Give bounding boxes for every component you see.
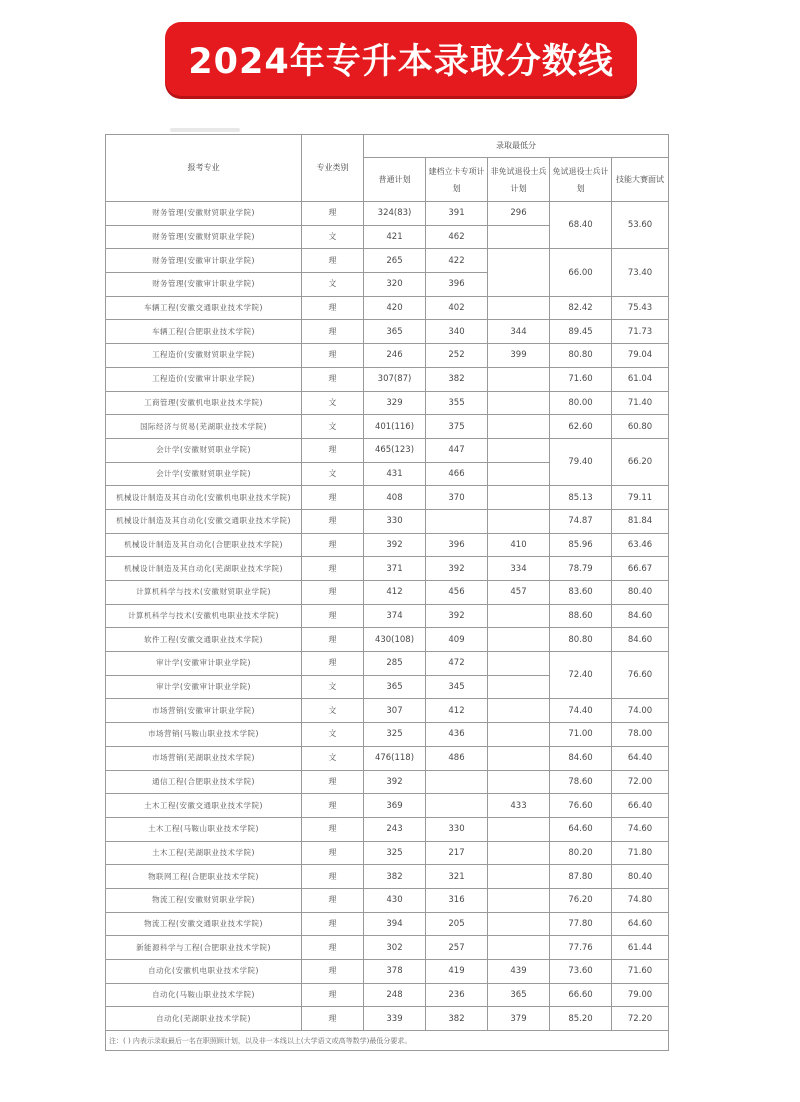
cell-major: 财务管理(安徽审计职业学院) [106, 249, 302, 273]
cell-major: 市场营销(马鞍山职业技术学院) [106, 723, 302, 747]
cell-category: 理 [302, 628, 364, 652]
cell-major: 车辆工程(合肥职业技术学院) [106, 320, 302, 344]
table-row [106, 817, 669, 841]
cell-putong: 325 [364, 723, 426, 747]
header-min-score: 录取最低分 [364, 135, 669, 158]
cell-putong: 421 [364, 225, 426, 249]
cell-jiandang: 370 [426, 486, 488, 510]
cell-category: 理 [302, 794, 364, 818]
cell-putong: 265 [364, 249, 426, 273]
cell-category: 理 [302, 888, 364, 912]
cell-jiandang: 321 [426, 865, 488, 889]
cell-jineng: 74.00 [612, 699, 669, 723]
cell-category: 理 [302, 841, 364, 865]
cell-mianshi: 62.60 [550, 415, 612, 439]
cell-category: 理 [302, 320, 364, 344]
cell-fei-mianshi [488, 604, 550, 628]
cell-major: 自动化(安徽机电职业技术学院) [106, 960, 302, 984]
cell-putong: 401(116) [364, 415, 426, 439]
table-row [106, 604, 669, 628]
cell-jineng: 73.40 [612, 249, 669, 296]
cell-category: 理 [302, 936, 364, 960]
cell-jiandang: 355 [426, 391, 488, 415]
cell-major: 物联网工程(合肥职业技术学院) [106, 865, 302, 889]
table-row [106, 960, 669, 984]
cell-category: 文 [302, 391, 364, 415]
cell-fei-mianshi [488, 723, 550, 747]
cell-jiandang: 462 [426, 225, 488, 249]
cell-mianshi: 66.60 [550, 983, 612, 1007]
cell-fei-mianshi: 410 [488, 533, 550, 557]
table-row [106, 699, 669, 723]
table-row [106, 1007, 669, 1031]
table-row [106, 533, 669, 557]
cell-putong: 325 [364, 841, 426, 865]
cell-major: 财务管理(安徽财贸职业学院) [106, 225, 302, 249]
page-title: 2024年专升本录取分数线 [188, 42, 614, 82]
cell-category: 文 [302, 723, 364, 747]
cell-putong: 324(83) [364, 202, 426, 226]
cell-putong: 430 [364, 888, 426, 912]
table-row [106, 415, 669, 439]
cell-putong: 365 [364, 320, 426, 344]
cell-jiandang: 330 [426, 817, 488, 841]
header-putong: 普通计划 [364, 158, 426, 202]
admission-score-table [105, 134, 669, 1051]
cell-mianshi: 87.80 [550, 865, 612, 889]
cell-mianshi: 78.60 [550, 770, 612, 794]
cell-major: 通信工程(合肥职业技术学院) [106, 770, 302, 794]
cell-jineng: 80.40 [612, 865, 669, 889]
header-fei-mianshi: 非免试退役士兵计划 [488, 158, 550, 202]
cell-jiandang: 236 [426, 983, 488, 1007]
cell-jineng: 84.60 [612, 604, 669, 628]
cell-mianshi: 76.20 [550, 888, 612, 912]
cell-category: 理 [302, 581, 364, 605]
cell-major: 机械设计制造及其自动化(芜湖职业技术学院) [106, 557, 302, 581]
cell-putong: 378 [364, 960, 426, 984]
cell-fei-mianshi [488, 462, 550, 486]
cell-putong: 302 [364, 936, 426, 960]
cell-putong: 285 [364, 652, 426, 676]
cell-major: 会计学(安徽财贸职业学院) [106, 462, 302, 486]
cell-jiandang: 466 [426, 462, 488, 486]
cell-fei-mianshi [488, 249, 550, 296]
cell-jiandang [426, 509, 488, 533]
cell-jineng: 74.60 [612, 817, 669, 841]
cell-major: 机械设计制造及其自动化(安徽机电职业技术学院) [106, 486, 302, 510]
cell-fei-mianshi [488, 936, 550, 960]
cell-mianshi: 77.80 [550, 912, 612, 936]
cell-major: 软件工程(安徽交通职业技术学院) [106, 628, 302, 652]
cell-putong: 382 [364, 865, 426, 889]
cell-fei-mianshi [488, 888, 550, 912]
table-row [106, 652, 669, 676]
cell-major: 机械设计制造及其自动化(合肥职业技术学院) [106, 533, 302, 557]
cell-major: 新能源科学与工程(合肥职业技术学院) [106, 936, 302, 960]
cell-putong: 392 [364, 770, 426, 794]
cell-jineng: 79.00 [612, 983, 669, 1007]
cell-mianshi: 73.60 [550, 960, 612, 984]
cell-mianshi: 72.40 [550, 652, 612, 699]
cell-fei-mianshi [488, 865, 550, 889]
cell-mianshi: 79.40 [550, 438, 612, 485]
cell-putong: 369 [364, 794, 426, 818]
cell-category: 理 [302, 817, 364, 841]
cell-major: 工商管理(安徽机电职业技术学院) [106, 391, 302, 415]
cell-jineng: 64.40 [612, 746, 669, 770]
cell-fei-mianshi: 334 [488, 557, 550, 581]
cell-jiandang: 456 [426, 581, 488, 605]
cell-major: 工程造价(安徽审计职业学院) [106, 367, 302, 391]
cell-category: 理 [302, 557, 364, 581]
cell-category: 理 [302, 438, 364, 462]
cell-mianshi: 68.40 [550, 202, 612, 249]
cell-mianshi: 80.80 [550, 628, 612, 652]
cell-major: 物流工程(安徽财贸职业学院) [106, 888, 302, 912]
cell-fei-mianshi: 379 [488, 1007, 550, 1031]
table-row [106, 296, 669, 320]
table-row [106, 628, 669, 652]
cell-mianshi: 82.42 [550, 296, 612, 320]
cell-major: 国际经济与贸易(芜湖职业技术学院) [106, 415, 302, 439]
table-row [106, 794, 669, 818]
cell-fei-mianshi [488, 770, 550, 794]
cell-major: 财务管理(安徽财贸职业学院) [106, 202, 302, 226]
cell-category: 理 [302, 509, 364, 533]
table-row [106, 723, 669, 747]
cell-category: 文 [302, 746, 364, 770]
cell-jineng: 75.43 [612, 296, 669, 320]
cell-jiandang: 486 [426, 746, 488, 770]
cell-fei-mianshi [488, 509, 550, 533]
cell-jiandang: 316 [426, 888, 488, 912]
cell-category: 文 [302, 273, 364, 297]
cell-jiandang: 382 [426, 367, 488, 391]
cell-major: 审计学(安徽审计职业学院) [106, 675, 302, 699]
cell-mianshi: 85.13 [550, 486, 612, 510]
cell-fei-mianshi: 399 [488, 344, 550, 368]
cell-jiandang: 402 [426, 296, 488, 320]
cell-category: 理 [302, 960, 364, 984]
cell-jiandang [426, 794, 488, 818]
table-row [106, 486, 669, 510]
table-row [106, 557, 669, 581]
cell-category: 理 [302, 202, 364, 226]
cell-jineng: 66.20 [612, 438, 669, 485]
table-row [106, 841, 669, 865]
cell-category: 理 [302, 770, 364, 794]
cell-fei-mianshi [488, 391, 550, 415]
cell-jiandang: 252 [426, 344, 488, 368]
table-row [106, 936, 669, 960]
cell-jiandang: 472 [426, 652, 488, 676]
table-row [106, 888, 669, 912]
cell-putong: 330 [364, 509, 426, 533]
cell-major: 计算机科学与技术(安徽机电职业技术学院) [106, 604, 302, 628]
cell-jiandang: 391 [426, 202, 488, 226]
cell-putong: 329 [364, 391, 426, 415]
cell-jineng: 61.44 [612, 936, 669, 960]
cell-putong: 307(87) [364, 367, 426, 391]
cell-fei-mianshi [488, 652, 550, 676]
cell-major: 机械设计制造及其自动化(安徽交通职业技术学院) [106, 509, 302, 533]
cell-fei-mianshi [488, 841, 550, 865]
cell-jiandang: 257 [426, 936, 488, 960]
cell-jiandang: 382 [426, 1007, 488, 1031]
table-row [106, 438, 669, 462]
cell-mianshi: 74.87 [550, 509, 612, 533]
cell-mianshi: 80.20 [550, 841, 612, 865]
cell-category: 文 [302, 462, 364, 486]
cell-mianshi: 71.60 [550, 367, 612, 391]
cell-mianshi: 88.60 [550, 604, 612, 628]
cell-fei-mianshi: 439 [488, 960, 550, 984]
cell-major: 土木工程(芜湖职业技术学院) [106, 841, 302, 865]
cell-jineng: 79.04 [612, 344, 669, 368]
cell-putong: 420 [364, 296, 426, 320]
cell-putong: 476(118) [364, 746, 426, 770]
cell-fei-mianshi [488, 912, 550, 936]
cell-putong: 392 [364, 533, 426, 557]
cell-category: 文 [302, 699, 364, 723]
cell-category: 理 [302, 486, 364, 510]
cell-major: 自动化(芜湖职业技术学院) [106, 1007, 302, 1031]
cell-category: 理 [302, 652, 364, 676]
cell-fei-mianshi [488, 415, 550, 439]
cell-jiandang: 412 [426, 699, 488, 723]
cell-fei-mianshi [488, 438, 550, 462]
table-note: 注：( ) 内表示录取最后一名在职照顾计划，以及非一本线以上(大学语文或高等数学)最低分要求。 [106, 1031, 669, 1051]
cell-major: 自动化(马鞍山职业技术学院) [106, 983, 302, 1007]
cell-mianshi: 66.00 [550, 249, 612, 296]
cell-category: 理 [302, 533, 364, 557]
cell-category: 理 [302, 983, 364, 1007]
cell-jiandang: 217 [426, 841, 488, 865]
cell-putong: 408 [364, 486, 426, 510]
table-row [106, 581, 669, 605]
cell-jiandang: 409 [426, 628, 488, 652]
cell-fei-mianshi: 344 [488, 320, 550, 344]
cell-jineng: 71.73 [612, 320, 669, 344]
cell-major: 财务管理(安徽审计职业学院) [106, 273, 302, 297]
cell-putong: 243 [364, 817, 426, 841]
table-row [106, 770, 669, 794]
cell-jiandang: 392 [426, 557, 488, 581]
table-body [106, 202, 669, 1031]
cell-jiandang [426, 770, 488, 794]
cell-jineng: 64.60 [612, 912, 669, 936]
cell-fei-mianshi [488, 699, 550, 723]
cell-fei-mianshi [488, 817, 550, 841]
cell-fei-mianshi [488, 746, 550, 770]
cell-mianshi: 74.40 [550, 699, 612, 723]
cell-category: 理 [302, 249, 364, 273]
header-major: 报考专业 [106, 135, 302, 202]
table-row [106, 509, 669, 533]
cell-jineng: 66.40 [612, 794, 669, 818]
cell-mianshi: 80.80 [550, 344, 612, 368]
cell-mianshi: 64.60 [550, 817, 612, 841]
cell-category: 理 [302, 1007, 364, 1031]
cell-putong: 307 [364, 699, 426, 723]
cell-jiandang: 422 [426, 249, 488, 273]
cell-fei-mianshi [488, 628, 550, 652]
table-row [106, 912, 669, 936]
cell-putong: 320 [364, 273, 426, 297]
cell-jineng: 84.60 [612, 628, 669, 652]
cell-mianshi: 85.20 [550, 1007, 612, 1031]
cell-jiandang: 392 [426, 604, 488, 628]
cell-jiandang: 419 [426, 960, 488, 984]
cell-fei-mianshi [488, 296, 550, 320]
cell-jineng: 60.80 [612, 415, 669, 439]
cell-mianshi: 77.76 [550, 936, 612, 960]
cell-category: 文 [302, 225, 364, 249]
table-row [106, 746, 669, 770]
cell-mianshi: 83.60 [550, 581, 612, 605]
cell-category: 理 [302, 296, 364, 320]
cell-mianshi: 89.45 [550, 320, 612, 344]
table-row [106, 367, 669, 391]
cell-mianshi: 76.60 [550, 794, 612, 818]
table-row [106, 202, 669, 226]
cell-fei-mianshi [488, 486, 550, 510]
cell-putong: 394 [364, 912, 426, 936]
cell-putong: 430(108) [364, 628, 426, 652]
cell-fei-mianshi: 433 [488, 794, 550, 818]
cell-jineng: 74.80 [612, 888, 669, 912]
cell-fei-mianshi: 457 [488, 581, 550, 605]
cell-category: 文 [302, 415, 364, 439]
cell-jineng: 72.00 [612, 770, 669, 794]
cell-major: 车辆工程(安徽交通职业技术学院) [106, 296, 302, 320]
cell-jineng: 63.46 [612, 533, 669, 557]
cell-jiandang: 436 [426, 723, 488, 747]
header-jiandang: 建档立卡专项计划 [426, 158, 488, 202]
cell-putong: 374 [364, 604, 426, 628]
cell-jiandang: 205 [426, 912, 488, 936]
cell-putong: 465(123) [364, 438, 426, 462]
table-row [106, 865, 669, 889]
table-row [106, 391, 669, 415]
cell-putong: 371 [364, 557, 426, 581]
table-row [106, 320, 669, 344]
cell-jiandang: 396 [426, 273, 488, 297]
cell-major: 市场营销(安徽审计职业学院) [106, 699, 302, 723]
title-banner [165, 22, 637, 96]
cell-category: 理 [302, 865, 364, 889]
cell-major: 会计学(安徽财贸职业学院) [106, 438, 302, 462]
cell-major: 计算机科学与技术(安徽财贸职业学院) [106, 581, 302, 605]
cell-jineng: 71.80 [612, 841, 669, 865]
header-category: 专业类别 [302, 135, 364, 202]
cell-jiandang: 447 [426, 438, 488, 462]
cell-fei-mianshi: 296 [488, 202, 550, 226]
cell-jineng: 66.67 [612, 557, 669, 581]
cell-fei-mianshi [488, 675, 550, 699]
cell-putong: 365 [364, 675, 426, 699]
cell-major: 土木工程(安徽交通职业技术学院) [106, 794, 302, 818]
cell-mianshi: 80.00 [550, 391, 612, 415]
cell-category: 理 [302, 367, 364, 391]
cell-jineng: 72.20 [612, 1007, 669, 1031]
cell-category: 理 [302, 912, 364, 936]
cell-putong: 246 [364, 344, 426, 368]
cell-jineng: 53.60 [612, 202, 669, 249]
cell-category: 理 [302, 604, 364, 628]
cell-mianshi: 85.96 [550, 533, 612, 557]
cell-putong: 412 [364, 581, 426, 605]
cell-jiandang: 375 [426, 415, 488, 439]
cell-jineng: 61.04 [612, 367, 669, 391]
cell-major: 土木工程(马鞍山职业技术学院) [106, 817, 302, 841]
cell-mianshi: 78.79 [550, 557, 612, 581]
cell-major: 物流工程(安徽交通职业技术学院) [106, 912, 302, 936]
cell-fei-mianshi [488, 367, 550, 391]
cell-jiandang: 345 [426, 675, 488, 699]
table-row [106, 249, 669, 273]
cell-mianshi: 84.60 [550, 746, 612, 770]
faint-header-text [170, 128, 240, 132]
cell-fei-mianshi [488, 225, 550, 249]
cell-jineng: 71.40 [612, 391, 669, 415]
cell-fei-mianshi: 365 [488, 983, 550, 1007]
table-row [106, 344, 669, 368]
header-mianshi: 免试退役士兵计划 [550, 158, 612, 202]
cell-jiandang: 396 [426, 533, 488, 557]
cell-putong: 339 [364, 1007, 426, 1031]
cell-jiandang: 340 [426, 320, 488, 344]
cell-major: 审计学(安徽审计职业学院) [106, 652, 302, 676]
cell-putong: 431 [364, 462, 426, 486]
cell-mianshi: 71.00 [550, 723, 612, 747]
cell-category: 文 [302, 675, 364, 699]
cell-jineng: 76.60 [612, 652, 669, 699]
cell-major: 市场营销(芜湖职业技术学院) [106, 746, 302, 770]
table-row [106, 983, 669, 1007]
cell-jineng: 79.11 [612, 486, 669, 510]
header-jineng: 技能大赛面试 [612, 158, 669, 202]
cell-jineng: 80.40 [612, 581, 669, 605]
cell-jineng: 78.00 [612, 723, 669, 747]
cell-jineng: 71.60 [612, 960, 669, 984]
cell-putong: 248 [364, 983, 426, 1007]
cell-jineng: 81.84 [612, 509, 669, 533]
cell-major: 工程造价(安徽财贸职业学院) [106, 344, 302, 368]
cell-category: 理 [302, 344, 364, 368]
